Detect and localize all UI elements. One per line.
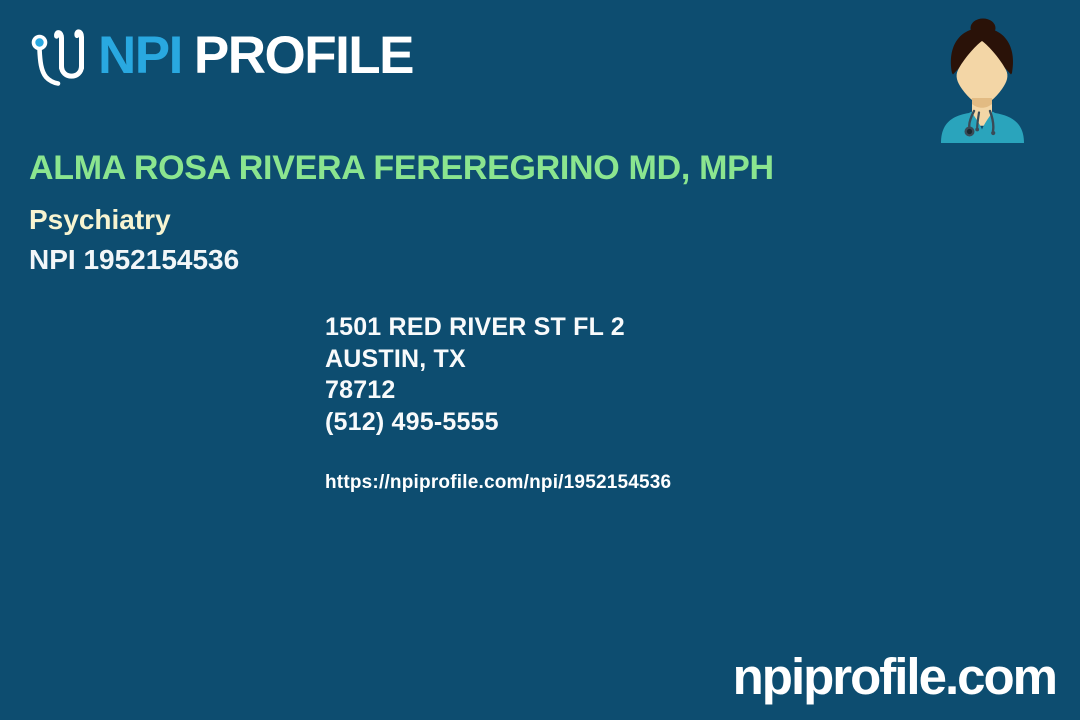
logo-text-npi: NPI [98, 26, 182, 85]
address-line-3: 78712 [325, 376, 396, 404]
address-block [325, 312, 625, 438]
logo [28, 20, 413, 92]
phone-number: (512) 495-5555 [325, 407, 499, 436]
address-line-2: AUSTIN, TX [325, 344, 466, 373]
provider-name: ALMA ROSA RIVERA FEREREGRINO MD, MPH [29, 149, 774, 187]
female-doctor-avatar-icon [935, 8, 1030, 143]
logo-text [98, 20, 413, 92]
site-brand: npiprofile.com [732, 648, 1056, 705]
stethoscope-icon [28, 20, 94, 92]
provider-npi: NPI 1952154536 [29, 244, 240, 275]
profile-url: https://npiprofile.com/npi/1952154536 [325, 472, 672, 493]
address-line-1: 1501 RED RIVER ST FL 2 [325, 313, 625, 341]
provider-specialty: Psychiatry [29, 204, 171, 235]
logo-text-profile: PROFILE [193, 26, 414, 85]
